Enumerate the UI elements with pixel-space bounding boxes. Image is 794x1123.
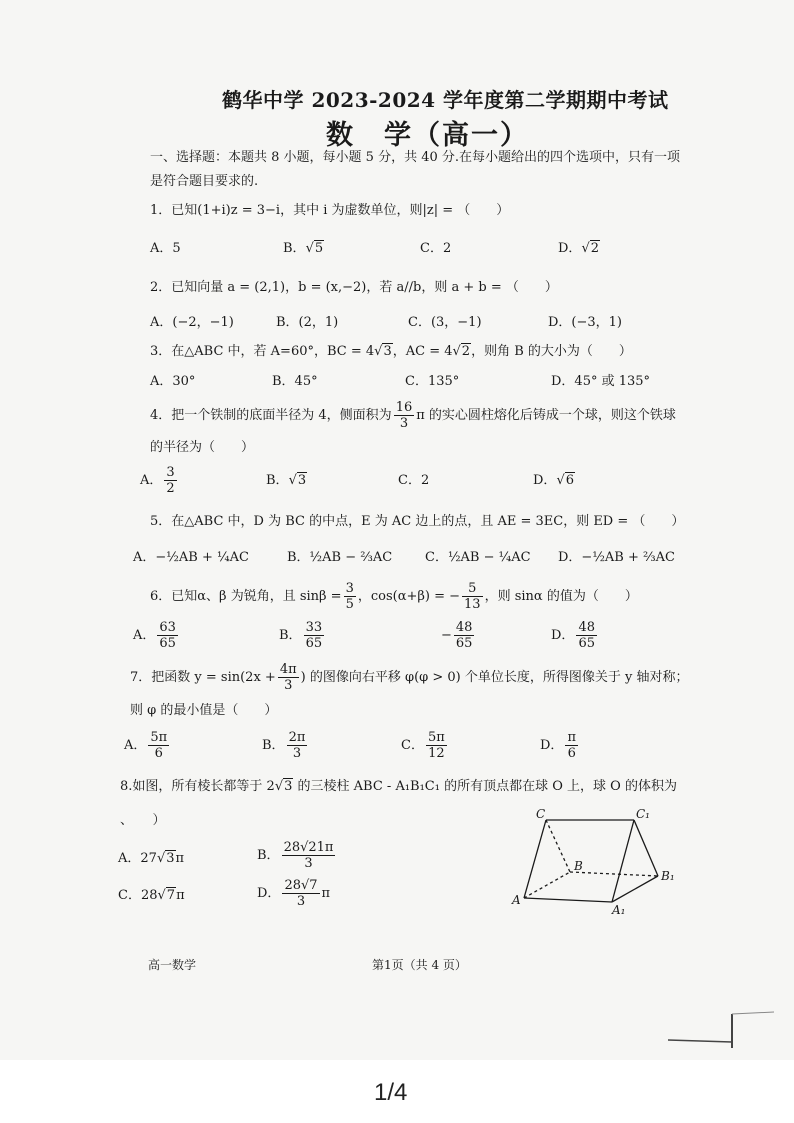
question-1-stem: 1．已知(1+i)z = 3−i，其中 i 为虚数单位，则|z| = （ ） bbox=[150, 203, 510, 218]
q6-option-d: D． $\frac{48}{65}$ bbox=[551, 620, 595, 651]
q4-option-d: D．√6 bbox=[533, 473, 575, 488]
footer-subject: 高一数学 bbox=[148, 958, 197, 972]
page-indicator: 1/4 bbox=[374, 1079, 408, 1106]
q2-option-c: C．(3，−1) bbox=[408, 315, 482, 330]
triangular-prism-diagram bbox=[508, 806, 688, 918]
label-A: A bbox=[512, 893, 521, 907]
q5-option-c: C．½AB − ¼AC bbox=[425, 550, 531, 565]
q8-option-c: C．28√7π bbox=[118, 888, 185, 903]
exam-title: 鹤华中学 2023-2024 学年度第二学期期中考试 bbox=[222, 88, 669, 112]
q3-option-b: B．45° bbox=[272, 374, 318, 389]
q7-option-a: A． $\frac{5\pi}{6}$ bbox=[124, 730, 168, 761]
q7-option-b: B． $\frac{2\pi}{3}$ bbox=[262, 730, 306, 761]
question-8-stem: 8.如图，所有棱长都等于 2√3 的三棱柱 ABC - A₁B₁C₁ 的所有顶点都在球 O 上，球 O 的体积为 bbox=[120, 779, 677, 794]
scan-corner-mark bbox=[668, 1010, 778, 1050]
q1-option-c: C．2 bbox=[420, 241, 452, 256]
edge-C1-A1 bbox=[612, 820, 634, 902]
question-7-stem-2: 则 φ 的最小值是（ ） bbox=[130, 703, 278, 718]
q2-option-b: B．(2，1) bbox=[276, 315, 339, 330]
q6-option-b: B． $\frac{33}{65}$ bbox=[279, 620, 323, 651]
label-B1: B₁ bbox=[661, 869, 675, 883]
q3-option-a: A．30° bbox=[150, 374, 196, 389]
edge-C-A bbox=[524, 820, 546, 898]
q2-option-a: A．(−2，−1) bbox=[150, 315, 234, 330]
edge-A1-B1 bbox=[612, 876, 658, 902]
edge-C1-B1 bbox=[634, 820, 658, 876]
question-5-stem: 5．在△ABC 中，D 为 BC 的中点，E 为 AC 边上的点，且 AE = 3EC，则 ED = （ ） bbox=[150, 514, 685, 529]
question-8-stem-2: 、 ） bbox=[120, 813, 166, 828]
subject-title: 数 学（高一） bbox=[326, 120, 529, 151]
q8-option-b: B． $\frac{28√21\pi}{3}$ bbox=[257, 840, 334, 871]
section-instructions-2: 是符合题目要求的. bbox=[150, 174, 259, 189]
q1-option-b: B．√5 bbox=[283, 241, 324, 256]
q4-option-a: A． $\frac{3}{2}$ bbox=[140, 465, 175, 496]
q5-option-d: D．−½AB + ⅔AC bbox=[558, 550, 675, 565]
q8-option-d: D． $\frac{28√7}{3}$ π bbox=[257, 878, 331, 909]
q7-option-c: C． $\frac{5\pi}{12}$ bbox=[401, 730, 445, 761]
question-4-stem: 4．把一个铁制的底面半径为 4，侧面积为 $\frac{16}{3}$ π 的实心圆柱熔化后铸成一个球，则这个铁球 bbox=[150, 400, 676, 431]
q7-option-d: D． $\frac{\pi}{6}$ bbox=[540, 730, 576, 761]
label-C: C bbox=[536, 807, 546, 821]
footer-page: 第1页（共 4 页） bbox=[372, 958, 467, 972]
q3-option-d: D．45° 或 135° bbox=[551, 374, 651, 389]
question-2-stem: 2．已知向量 a = (2,1)，b = (x,−2)，若 a//b，则 a + b = （ ） bbox=[150, 280, 558, 295]
q5-option-a: A．−½AB + ¼AC bbox=[133, 550, 249, 565]
label-A1: A₁ bbox=[612, 903, 626, 917]
section-instructions-1: 一、选择题：本题共 8 小题，每小题 5 分，共 40 分.在每小题给出的四个选项中，只有一项 bbox=[150, 150, 681, 165]
q8-option-a: A．27√3π bbox=[118, 851, 185, 866]
q4-option-b: B．√3 bbox=[266, 473, 307, 488]
question-4-stem-2: 的半径为（ ） bbox=[150, 440, 255, 455]
q1-option-a: A．5 bbox=[150, 241, 181, 256]
q5-option-b: B．½AB − ⅔AC bbox=[287, 550, 393, 565]
label-B: B bbox=[574, 859, 583, 873]
q6-option-c: − $\frac{48}{65}$ bbox=[441, 620, 473, 651]
edge-B-B1-hidden bbox=[570, 872, 658, 876]
fraction: $\frac{16}{3}$ bbox=[395, 400, 413, 431]
question-7-stem: 7．把函数 y = sin(2x + $\frac{4\pi}{3}$ ) 的图像向右平移 φ(φ > 0) 个单位长度，所得图像关于 y 轴对称； bbox=[130, 662, 689, 693]
question-6-stem: 6．已知α、β 为锐角，且 sinβ = $\frac{3}{5}$ ，cos(α+β) = − $\frac{5}{13}$ ，则 sinα 的值为（ ） bbox=[150, 581, 638, 612]
question-3-stem: 3．在△ABC 中，若 A=60°，BC = 4√3，AC = 4√2，则角 B 的大小为（ ） bbox=[150, 344, 632, 359]
q1-option-d: D．√2 bbox=[558, 241, 600, 256]
edge-A-A1 bbox=[524, 898, 612, 902]
edge-C-B-hidden bbox=[546, 820, 570, 872]
q3-option-c: C．135° bbox=[405, 374, 460, 389]
q4-option-c: C．2 bbox=[398, 473, 430, 488]
q6-option-a: A． $\frac{63}{65}$ bbox=[133, 620, 176, 651]
q2-option-d: D．(−3，1) bbox=[548, 315, 623, 330]
label-C1: C₁ bbox=[636, 807, 650, 821]
